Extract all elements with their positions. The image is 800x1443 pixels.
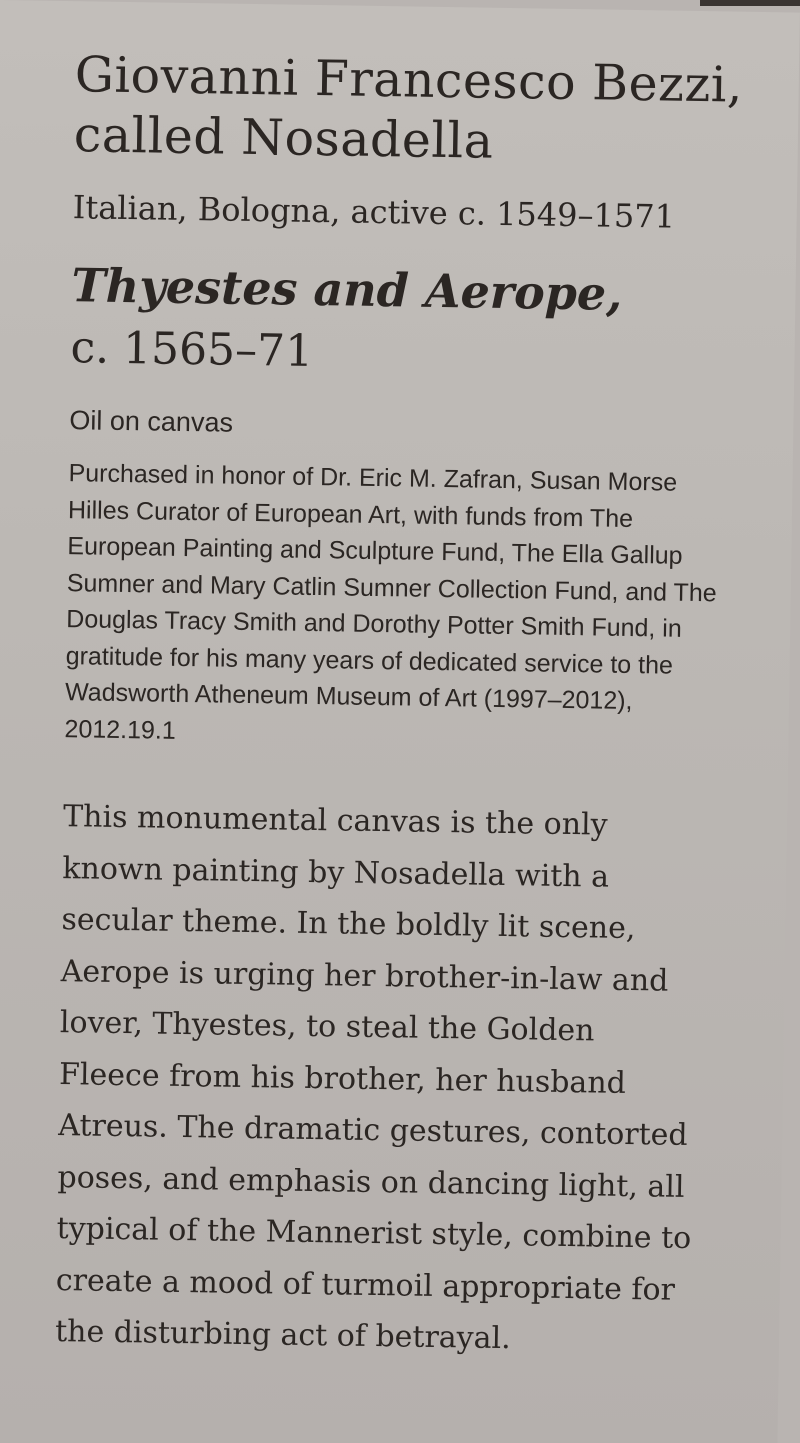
- artist-name: Giovanni Francesco Bezzi, called Nosadella: [73, 46, 744, 170]
- card-corner-shadow: [700, 0, 800, 6]
- artwork-date: c. 1565–71: [70, 322, 314, 377]
- artwork-medium: Oil on canvas: [69, 405, 234, 438]
- artist-nationality: Italian, Bologna, active c. 1549–1571: [72, 188, 676, 236]
- artwork-title: Thyestes and Aerope,: [71, 258, 623, 321]
- credit-line: Purchased in honor of Dr. Eric M. Zafran, Susan Morse Hilles Curator of European Art, with funds from The European Painting and Sculpture Fund, The Ella Gallup Sumner and Mary Catlin Sumner Collection Fund, and The Douglas Tracy Smith and Dorothy Potter Smith Fund, in gratitude for his many years of dedicated service to the Wadsworth Atheneum Museum of Art (1997–2012), 2012.19.1: [64, 459, 717, 745]
- artwork-description: This monumental canvas is the only known painting by Nosadella with a secular theme. In the boldly lit scene, Aerope is urging her brother-in-law and lover, Thyestes, to steal the Golden Fleece from his brother, her husband Atreus. The dramatic gestures, contorted poses, and emphasis on dancing light, all typical of the Mannerist style, combine to create a mood of turmoil appropriate for the disturbing act of betrayal.: [54, 799, 692, 1357]
